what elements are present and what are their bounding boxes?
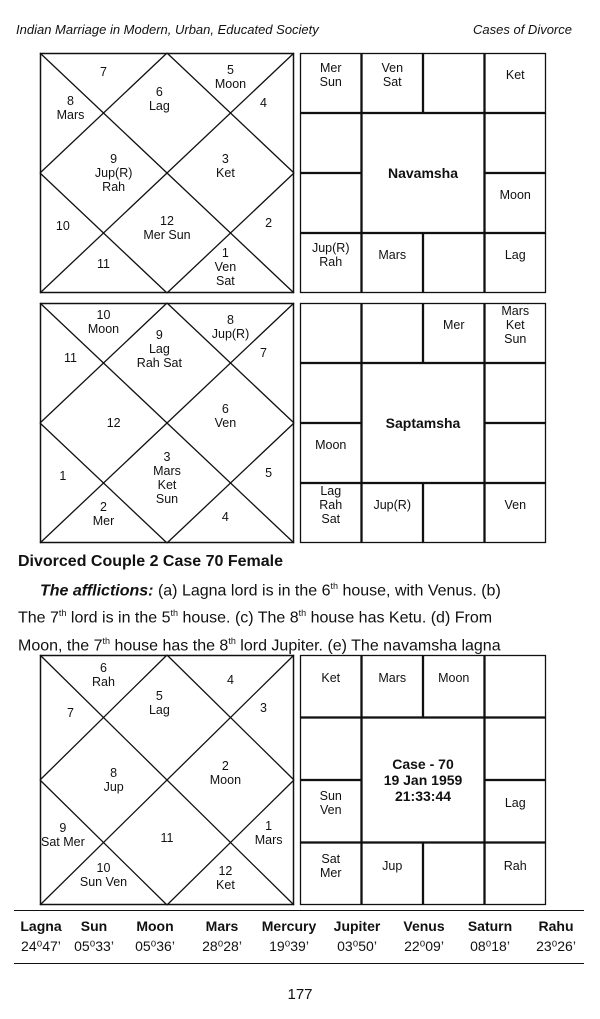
planet-longitude: 05⁰36’ (135, 938, 175, 954)
page-number: 177 (287, 986, 313, 1003)
sign-cell-can (485, 721, 547, 760)
section-title: Divorced Couple 2 Case 70 Female (18, 553, 283, 570)
house-label: 12 Ket (216, 863, 235, 892)
north-chart (40, 655, 294, 905)
sup-th-2: th (58, 608, 67, 619)
planet-longitude: 08⁰18’ (470, 938, 510, 954)
house-label: 11 (97, 257, 110, 272)
south-chart (300, 53, 546, 293)
house-label: 3 Ket (216, 151, 235, 180)
house-label: 8 Jup (103, 766, 124, 794)
sign-cell-aqu (300, 117, 362, 154)
longitude-column (135, 918, 175, 955)
sign-cell-gem: Mars Ket Sun (501, 304, 530, 347)
chart-title: Saptamsha (385, 415, 461, 431)
house-label: 12 (106, 416, 121, 430)
house-label: 1 (59, 468, 67, 483)
planet-longitude: 19⁰39’ (269, 938, 309, 954)
sign-cell-cap (300, 177, 362, 214)
sign-cell-lib (423, 487, 485, 524)
sign-cell-sag: Lag Rah Sat (319, 484, 343, 527)
south-chart (300, 655, 546, 905)
sign-cell-sco: Mars (378, 248, 407, 263)
table-top-rule (14, 910, 584, 911)
planet-header: Rahu (538, 918, 574, 934)
house-label: 1 Mars (254, 818, 283, 847)
longitude-column (468, 918, 512, 955)
para-text-7: Moon, the 7 (18, 636, 103, 654)
para-text-1: (a) Lagna lord is in the 6 (153, 582, 331, 600)
house-label: 10 Moon (87, 308, 120, 337)
sign-cell-aqu (300, 367, 362, 404)
planet-longitude: 22⁰09’ (404, 938, 444, 954)
house-label: 5 Moon (214, 63, 247, 91)
house-label: 3 (260, 700, 267, 715)
house-label: 9 Jup(R) Rah (94, 152, 133, 194)
sup-th-4: th (298, 608, 307, 619)
para-text-9: lord Jupiter. (e) The navamsha lagna (235, 636, 501, 654)
house-label: 7 (66, 705, 74, 720)
planet-header: Mercury (261, 918, 317, 934)
sign-cell-leo: Moon (499, 188, 531, 203)
para-text-2: house, with Venus. (b) (338, 582, 501, 600)
house-label: 3 Mars Ket Sun (153, 450, 181, 507)
chart-subtitle: 19 Jan 1959 (383, 772, 463, 788)
sign-cell-leo: Lag (504, 796, 526, 811)
sign-cell-ari (362, 307, 424, 344)
sign-cell-gem (485, 659, 547, 698)
house-label: 11 (63, 351, 77, 366)
longitude-column (334, 918, 381, 955)
sign-cell-tau: Moon (438, 671, 470, 686)
planet-header: Moon (136, 918, 174, 934)
sign-cell-can (485, 367, 547, 404)
table-bottom-rule (14, 963, 584, 964)
sign-cell-lib (423, 846, 485, 885)
house-label: 10 (55, 218, 70, 233)
sign-cell-vir: Rah (503, 858, 527, 873)
house-label: 12 Mer Sun (143, 214, 191, 243)
chart-title: Navamsha (387, 165, 459, 181)
sign-cell-cap: Sun Ven (319, 789, 342, 818)
sign-cell-sco: Jup(R) (373, 498, 411, 513)
house-label: 4 (260, 96, 267, 111)
sign-cell-sag: Sat Mer (319, 851, 342, 880)
planet-longitude: 05⁰33’ (74, 938, 114, 954)
house-label: 7 (260, 346, 267, 361)
sign-cell-cap: Moon (315, 438, 347, 453)
north-chart (40, 53, 294, 293)
north-chart (40, 303, 294, 543)
planet-longitude: 24⁰47’ (21, 938, 61, 954)
sign-cell-aqu (300, 721, 362, 760)
planet-longitude: 28⁰28’ (202, 938, 242, 954)
planet-header: Sun (80, 918, 108, 934)
south-chart (300, 303, 546, 543)
sup-th-6: th (228, 635, 236, 646)
planet-longitude: 03⁰50’ (337, 938, 377, 954)
sign-cell-ari: Ven Sat (381, 61, 404, 90)
planet-longitude: 23⁰26’ (536, 938, 576, 954)
para-text-5: house. (c) The 8 (178, 609, 299, 627)
planet-header: Venus (403, 918, 445, 934)
house-label: 9 Sat Mer (40, 821, 85, 849)
running-header-section: Cases of Divorce (473, 22, 572, 37)
house-label: 2 Moon (209, 758, 242, 787)
house-label: 8 Mars (56, 94, 85, 123)
sign-cell-pis: Ket (321, 671, 341, 686)
sign-cell-sag: Jup(R) Rah (311, 241, 350, 270)
longitude-column (403, 918, 444, 955)
planet-header: Lagna (20, 918, 62, 934)
longitude-column (20, 918, 61, 955)
sign-cell-gem: Ket (505, 68, 525, 83)
sign-cell-vir: Ven (504, 498, 527, 513)
sign-cell-tau: Mer (442, 318, 465, 333)
sign-cell-pis (300, 307, 362, 344)
house-label: 4 (221, 509, 229, 524)
running-header-title: Indian Marriage in Modern, Urban, Educated Society (16, 22, 319, 37)
sup-th-3: th (170, 608, 179, 619)
para-text-6: house has Ketu. (d) From (306, 609, 493, 627)
sign-cell-tau (423, 57, 485, 94)
longitude-column (74, 918, 114, 955)
house-label: 11 (160, 830, 174, 845)
house-label: 6 Lag (148, 84, 170, 113)
house-label: 7 (100, 65, 107, 80)
house-label: 8 Jup(R) (211, 313, 250, 341)
chart-center-title (362, 113, 485, 233)
sign-cell-vir: Lag (504, 248, 526, 263)
sup-th-5: th (102, 635, 111, 646)
sign-cell-leo (485, 427, 547, 464)
house-label: 10 Sun Ven (79, 861, 128, 889)
house-label: 2 Mer (92, 500, 115, 529)
para-text-3: The 7 (18, 609, 59, 627)
house-label: 9 Lag Rah Sat (136, 327, 182, 370)
sign-cell-can (485, 117, 547, 154)
house-label: 2 (265, 216, 273, 231)
sign-cell-ari: Mars (378, 671, 407, 686)
house-label: 6 Rah (92, 661, 115, 689)
house-label: 1 Ven Sat (214, 245, 237, 288)
house-label: 4 (227, 673, 234, 687)
longitude-column (536, 918, 576, 955)
sign-cell-sco: Jup (382, 858, 403, 873)
longitude-column (202, 918, 242, 955)
chart-subtitle: 21:33:44 (394, 788, 452, 804)
house-label: 5 (265, 466, 273, 481)
sup-th-1: th (330, 581, 339, 591)
sign-cell-lib (423, 237, 485, 274)
chart-center-title (362, 363, 485, 483)
para-text-8: house has the 8 (110, 636, 229, 654)
longitude-column (262, 918, 316, 955)
house-label: 5 Lag (148, 688, 170, 717)
chart-title: Case - 70 (392, 756, 454, 772)
afflictions-paragraph (18, 575, 584, 657)
planet-header: Saturn (467, 918, 513, 934)
sign-cell-pis: Mer Sun (319, 61, 342, 90)
planet-header: Jupiter (333, 918, 381, 934)
afflictions-label: The afflictions: (40, 582, 154, 600)
house-label: 6 Ven (214, 401, 237, 430)
para-text-4: lord is in the 5 (66, 609, 171, 627)
planet-header: Mars (205, 918, 239, 934)
chart-center-title (362, 718, 485, 843)
